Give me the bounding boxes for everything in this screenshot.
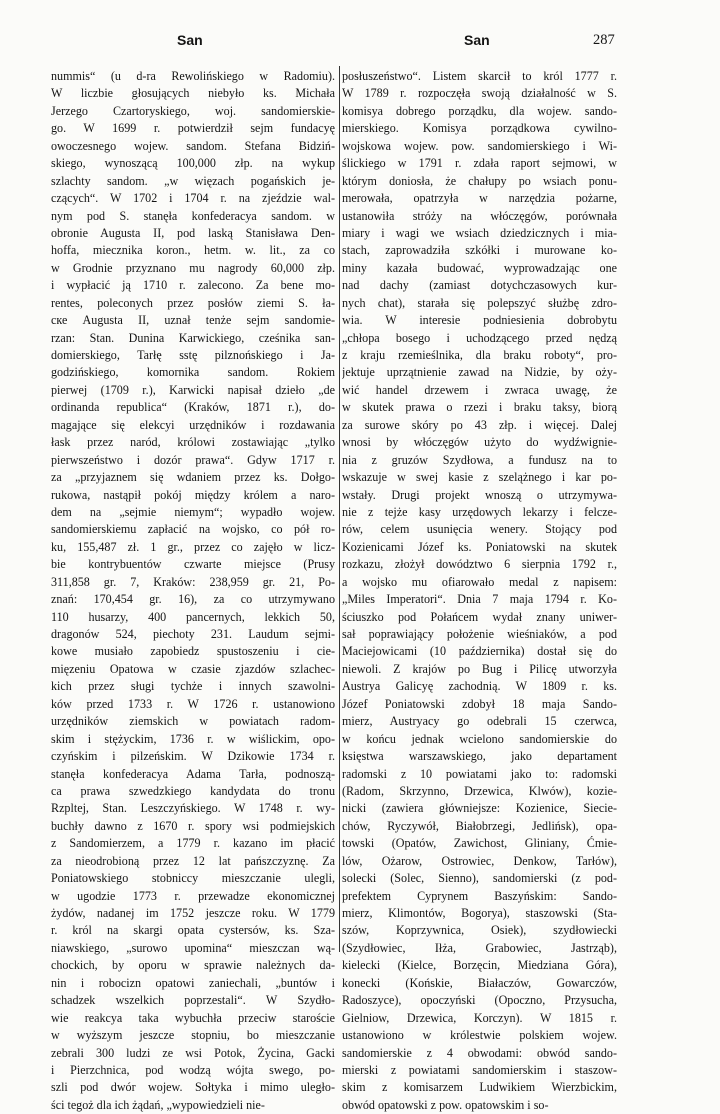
text-line: z kraju rzemieślnika, dla braku roboty“, pro- [342,348,617,362]
text-line: rzan: Stan. Dunina Karwickiego, cześnika san- [51,330,335,345]
text-line: wnosi by włóczęgów użyto do wydźwignie- [342,435,617,450]
text-line: czyńskim i pilzeńskim. W Dzikowie 1734 r. [51,749,335,764]
page-number: 287 [593,32,615,48]
text-line: bie kontrybuentów czwarte miejsce (Prusy [51,557,335,572]
text-line: merowała, opatrzyła w narzędzia pożarne, [342,191,617,206]
text-line: miary i wagi we wsiach dziedzicznych i mia- [342,225,617,240]
text-line: ustanowiła stróży na włóczęgów, porównała [342,208,617,223]
text-line: rentes, poleconych przez posłów ziemi S. ła- [51,295,335,310]
text-line: z Sandomierzem, a 1779 r. kazano im płacić [51,836,335,851]
text-line: mierskiego. Komisya porządkowa cywilno- [342,121,617,136]
text-line: kielecki (Kielce, Borzęcin, Miedziana Góra), [342,958,617,973]
column-divider [339,66,340,952]
text-line: Gielniow, Drzewica, Korczyn). W 1815 r. [342,1010,617,1025]
text-line: posłuszeństwo“. Listem skarcił to król 1777 r. [342,69,617,83]
text-line: mierz, Klimontów, Bogorya), staszowski (Sta- [342,906,617,920]
text-line: wstały. Drugi projekt wnoszą o utrzymywa- [342,487,617,502]
text-line: W liczbie głosujących niebyło ks. Michała [51,86,335,101]
text-line: skim i stężyckim, 1736 r. w wiślickim, opo- [51,731,335,746]
text-line: znań: 170,454 gr. 16), za co utrzymywano [51,592,335,607]
text-line: godzińskiego, komornika sandom. Rokiem [51,365,335,380]
text-line: niawskiego, „surowo upomina“ mieszczan wą- [51,940,335,955]
text-line: jektuje uprzątnienie zawad na Nidzie, by oży- [342,365,617,380]
text-line: „Miles Imperatori“. Dnia 7 maja 1794 r. Ko- [342,592,617,607]
text-line: chów, Ryczywół, Białobrzegi, Jedlińsk), opa- [342,818,617,833]
text-line: miny kazała budować, wyprowadzając one [342,260,617,275]
text-line: mierz, Austryacy go odebrali 15 czerwca, [342,714,617,729]
text-line: (Radom, Skrzynno, Drzewica, Klwów), kozie- [342,783,617,798]
text-line: nia z gruzów Szydłowa, a fundusz na to [342,452,617,467]
text-line: konecki (Końskie, Białaczów, Gowarczów, [342,975,617,990]
text-line: sał poprawiający położenie wieśniaków, a pod [342,627,617,641]
text-line: w wyższym jeszcze stopniu, bo mieszczanie [51,1028,335,1043]
text-line: chockich, by oporu w sprawie należnych da- [51,958,335,973]
text-line: stach, zaprowadziła szkółki i murowane ko- [342,243,617,258]
text-line: szlachty sandom. „w więzach pogańskich je- [51,173,335,188]
left-running-title: San [177,32,203,48]
text-line: lów, Ożarow, Ostrowiec, Denkow, Tarłów), [342,853,617,868]
text-line: za nieodrobioną przez 12 lat pańszczyznę. Za [51,853,335,868]
text-line: ске Augusta II, uznał tenże sejm sandomie- [51,313,335,328]
text-line: za „przyjaznem się wdaniem przez ks. Dołgo- [51,470,335,485]
text-line: (Szydłowiec, Iłża, Grabowiec, Jastrząb), [342,940,617,955]
text-line: wie reakcya taka wybuchła przeciw staroście [51,1010,335,1025]
text-line: ków przed 1733 r. W 1726 r. ustanowiono [51,696,335,711]
text-line: w ugodzie 1773 r. przewadze ekonomicznej [51,888,335,903]
text-line: W 1789 r. rozpoczęła swoją działalność w S. [342,86,617,101]
left-text-column [51,68,335,1114]
text-line: i wypłacić ją 1710 r. zalecono. Za bene mo- [51,278,335,293]
text-line: nie z tejże kasy urzędowych lekarzy i felcze- [342,504,617,519]
text-line: kowe musiało zapobiedz spustoszeniu i cie- [51,644,335,659]
text-line: 110 husarzy, 400 pancernych, lekkich 50, [51,609,335,624]
right-running-title: San [464,32,490,48]
text-line: nad dachy (zamiast dotychczasowych kur- [342,278,617,293]
text-line: Maciejowicami (10 października) dostał się do [342,644,617,659]
text-line: księstwa warszawskiego, jako departament [342,749,617,764]
text-line: Austrya Galicyę zachodnią. W 1809 r. ks. [342,679,617,694]
text-line: wić handel drzewem i zwraca uwagę, że [342,382,617,397]
text-line: komisya dobrego porządku, dla wojew. sando- [342,103,617,118]
text-line: Kozienicami Józef ks. Poniatowski na skutek [342,539,617,554]
text-line: rów, celem usunięcia wenery. Stojący pod [342,522,617,537]
text-line: solecki (Solec, Sienno), sandomierski (z pod- [342,871,617,886]
text-line: 311,858 gr. 7, Kraków: 238,959 gr. 21, Po- [51,574,335,589]
text-line: ślickiego w 1791 r. zdała raport sejmowi, w [342,156,617,171]
text-line: Jerzego Czartoryskiego, woj. sandomierskie- [51,103,335,118]
text-line: skiego, wynoszącą 100,000 złp. na wykup [51,156,335,171]
text-line: go. W 1699 r. potwierdził sejm fundacyę [51,121,335,136]
text-line: ku, 155,487 zł. 1 gr., przez co zajęło w licz- [51,539,335,554]
text-line: pierwej (1709 r.), Karwicki napisał dzieło „de [51,382,335,397]
text-line: „chłopa bosego i uchodzącego przed nędzą [342,330,617,345]
text-line: domierskiego, Tarłę sstę pilznońskiego i Ja- [51,348,335,362]
text-line: w Grodnie przyznano mu nagrody 60,000 złp. [51,260,335,275]
text-line: i Pierzchnica, pod wodzą wójta swego, po- [51,1062,335,1077]
text-line: nin i robocizn opatowi zaniechali, „buntów i [51,975,335,990]
text-line: Radoszyce), opoczyński (Opoczno, Przysucha, [342,993,617,1008]
text-line: Józef Poniatowski zdobył 18 maja Sando- [342,696,617,711]
text-line: łask przez naród, królowi zostawiając „tylko [51,435,335,450]
text-line: którym doniosła, że chałupy po wsiach ponu- [342,173,617,188]
text-line: wskazuje w swej kasie z szelążnego i kar po- [342,470,617,485]
text-line: dem na „sejmie niemym“; wypadło wojew. [51,504,335,519]
text-line: Poniatowskiego stobniccy mieszczanie ulegli, [51,871,335,886]
text-line: buchły dawno z 1670 r. spory wsi podmiejskich [51,818,335,833]
text-line: ca prawa szwedzkiego kandydata do tronu [51,783,335,798]
text-line: towski (Opatów, Zawichost, Gliniany, Ćmie- [342,836,617,851]
text-line: w skutek prawa o rzezi i braku taksy, biorą [342,400,617,415]
text-line: zebrali 300 ludzi ze wsi Potok, Życina, Gacki [51,1045,335,1060]
text-line: ściuszko pod Połańcem wydał znany uniwer- [342,609,617,624]
text-line: nicki (zawiera główniejsze: Kozienice, Siecie- [342,801,617,816]
text-line: wojskowa wojew. pow. sandomierskiego i Wi- [342,138,617,153]
text-line: stanęła konfederacya Adama Tarła, podnoszą- [51,766,335,781]
right-text-column [342,68,617,1114]
page-header [0,32,720,54]
text-line: rukowa, nastąpił pokój między królem a naro- [51,487,335,502]
text-line: czących“. W 1702 i 1704 r. na zjeździe wal- [51,191,335,206]
text-line: urzędników ziemskich w powiatach radom- [51,714,335,729]
text-line: nym pod S. stanęła konfederacya sandom. w [51,208,335,223]
text-line: za surowe skóry po 43 złp. i więcej. Dalej [342,417,617,432]
text-line: nych chat), starała się polepszyć służbę zdro- [342,295,617,310]
text-line: a wojsko mu ofiarowało medal z napisem: [342,574,617,589]
text-line: magające się elekcyi urzędników i rozdawania [51,417,335,432]
text-line: wia. W interesie podniesienia dobrobytu [342,313,617,328]
text-line: szów, Koprzywnica, Osiek), szydłowiecki [342,923,617,938]
text-line: mięzeniu Opatowa w czasie zjazdów szlachec- [51,661,335,676]
text-line: niewoli. Z krajów po Bug i Pilicę utworzyła [342,661,617,676]
text-line: kich przez sługi tychże i innych szawolni- [51,679,335,694]
text-line: ści tegoż dla ich żądań, „wypowiedzieli nie- [51,1097,265,1112]
text-line: obwód opatowski z pow. opatowskim i so- [342,1097,549,1112]
text-line: ustanowiono w królestwie polskiem wojew. [342,1028,617,1043]
text-line: mierski z powiatami sandomierskim i staszow- [342,1062,617,1077]
text-line: r. król na skargi opata cystersów, ks. Sza- [51,923,335,938]
text-line: nummis“ (u d-ra Rewolińskiego w Radomiu). [51,69,335,83]
text-line: pierwszeństwo i dozór prawa“. Gdyw 1717 r. [51,452,335,467]
text-line: ordinanda republica“ (Kraków, 1871 r.), do- [51,400,335,415]
text-line: sandomierskie z 4 obwodami: obwód sando- [342,1045,617,1060]
text-line: żydów, nadanej im 1752 jeszcze roku. W 1779 [51,906,335,920]
text-line: skim z komisarzem Ludwikiem Wierzbickim, [342,1080,617,1095]
text-line: dragonów 524, piechoty 231. Laudum sejmi- [51,627,335,641]
text-line: prefektem Cyprynem Baszyńskim: Sando- [342,888,617,903]
text-line: owoczesnego wojew. sandom. Stefana Bidziń- [51,138,335,153]
text-line: rozkazu, złożył dowództwo 6 sierpnia 1792 r., [342,557,617,572]
text-line: hoffa, miecznika koron., hetm. w. lit., za co [51,243,335,258]
text-line: schadzek wszelkich poprzestali“. W Szydło- [51,993,335,1008]
text-line: Rzpltej, Stan. Leszczyńskiego. W 1748 r. wy- [51,801,335,816]
text-line: radomski z 10 powiatami jako to: radomski [342,766,617,781]
text-line: obronie Augusta II, pod laską Stanisława Den- [51,225,335,240]
text-line: szli pod dwór wojew. Sołtyka i mimo uległo- [51,1080,335,1095]
text-line: w końcu jednak wcielono sandomierskie do [342,731,617,746]
text-line: sandomierskiemu zapłacić na wojsko, co pół ro- [51,522,335,537]
